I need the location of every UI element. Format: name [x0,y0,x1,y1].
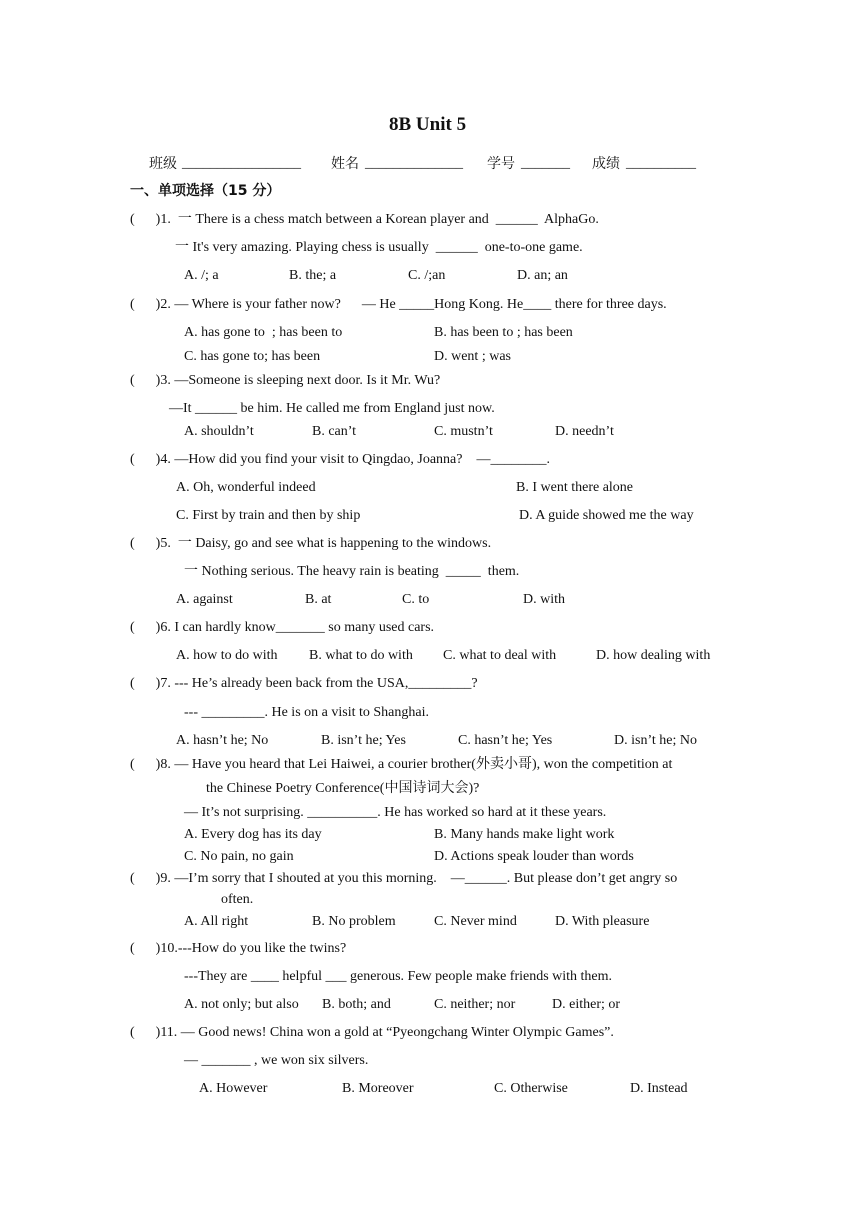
question-11-option-b: B. Moreover [342,1081,414,1096]
question-9-option-c: C. Never mind [434,914,517,929]
name-blank: ______________ [365,156,463,171]
question-7-option-c: C. hasn’t he; Yes [458,733,553,748]
question-2-option-c: C. has gone to; has been [184,349,321,364]
name-label: 姓名 [331,156,359,172]
question-6-stem: ( )6. I can hardly know_______ so many used cars. [130,620,435,635]
question-8-stem: ( )8. — Have you heard that Lei Haiwei, a courier brother(外卖小哥), won the competition at [130,757,673,772]
question-8-line-3: — It’s not surprising. __________. He has worked so hard at it these years. [184,805,607,820]
question-6-option-c: C. what to deal with [443,648,557,663]
question-11-stem: ( )11. — Good news! China won a gold at “Pyeongchang Winter Olympic Games”. [130,1025,614,1040]
question-4-stem: ( )4. —How did you find your visit to Qingdao, Joanna? —________. [130,452,550,467]
question-5-option-b: B. at [305,592,332,607]
student-id-blank: _______ [521,156,570,171]
question-1-option-a: A. /; a [184,268,219,283]
question-9-stem: ( )9. —I’m sorry that I shouted at you this morning. —______. But please don’t get angry so [130,871,678,886]
question-8-option-b: B. Many hands make light work [434,827,615,842]
question-5-option-c: C. to [402,592,430,607]
question-11-option-c: C. Otherwise [494,1081,568,1096]
question-9-option-d: D. With pleasure [555,914,650,929]
question-2-stem: ( )2. — Where is your father now? — He _____Hong Kong. He____ there for three days. [130,297,667,312]
question-1-option-b: B. the; a [289,268,337,283]
question-10-stem: ( )10.---How do you like the twins? [130,941,347,956]
question-6-option-a: A. how to do with [176,648,278,663]
question-6-option-b: B. what to do with [309,648,413,663]
question-1-line-2: 一 It's very amazing. Playing chess is usually ______ one-to-one game. [175,240,583,255]
question-2-option-a: A. has gone to ; has been to [184,325,343,340]
question-3-line-2: —It ______ be him. He called me from England just now. [169,401,495,416]
student-id-label: 学号 [487,156,515,172]
question-10-option-b: B. both; and [322,997,391,1012]
question-5-line-2: 一 Nothing serious. The heavy rain is beating _____ them. [184,564,520,579]
question-5-option-a: A. against [176,592,233,607]
question-10-option-a: A. not only; but also [184,997,299,1012]
score-label: 成绩 [592,156,620,172]
question-8-option-d: D. Actions speak louder than words [434,849,634,864]
question-1-option-d: D. an; an [517,268,568,283]
question-8-line-2: the Chinese Poetry Conference(中国诗词大会)? [206,781,480,796]
question-5-stem: ( )5. 一 Daisy, go and see what is happening to the windows. [130,536,492,551]
question-7-line-2: --- _________. He is on a visit to Shanghai. [184,705,429,720]
question-10-line-2: ---They are ____ helpful ___ generous. Few people make friends with them. [184,969,613,984]
question-3-option-d: D. needn’t [555,424,614,439]
question-7-option-a: A. hasn’t he; No [176,733,269,748]
class-label: 班级 [149,156,177,172]
question-4-option-d: D. A guide showed me the way [519,508,694,523]
question-9-option-a: A. All right [184,914,249,929]
section-heading: 一、单项选择（15 分） [130,183,281,199]
question-4-option-a: A. Oh, wonderful indeed [176,480,316,495]
question-3-option-c: C. mustn’t [434,424,493,439]
question-7-option-b: B. isn’t he; Yes [321,733,406,748]
question-5-option-d: D. with [523,592,565,607]
question-3-stem: ( )3. —Someone is sleeping next door. Is it Mr. Wu? [130,373,441,388]
question-1-stem: ( )1. 一 There is a chess match between a Korean player and ______ AlphaGo. [130,212,599,227]
score-blank: __________ [626,156,696,171]
question-9-line-2: often. [221,892,254,907]
question-2-option-d: D. went ; was [434,349,511,364]
question-3-option-b: B. can’t [312,424,357,439]
question-11-option-a: A. However [199,1081,268,1096]
question-2-option-b: B. has been to ; has been [434,325,573,340]
question-10-option-c: C. neither; nor [434,997,516,1012]
class-blank: _________________ [182,156,301,171]
question-10-option-d: D. either; or [552,997,621,1012]
question-11-option-d: D. Instead [630,1081,688,1096]
question-11-line-2: — _______ , we won six silvers. [184,1053,369,1068]
question-4-option-b: B. I went there alone [516,480,634,495]
question-8-option-a: A. Every dog has its day [184,827,322,842]
question-9-option-b: B. No problem [312,914,396,929]
question-7-option-d: D. isn’t he; No [614,733,697,748]
question-4-option-c: C. First by train and then by ship [176,508,361,523]
question-1-option-c: C. /;an [408,268,446,283]
question-7-stem: ( )7. --- He’s already been back from the USA,_________? [130,676,478,691]
question-8-option-c: C. No pain, no gain [184,849,294,864]
page-title: 8B Unit 5 [389,114,467,135]
question-6-option-d: D. how dealing with [596,648,711,663]
question-3-option-a: A. shouldn’t [184,424,254,439]
